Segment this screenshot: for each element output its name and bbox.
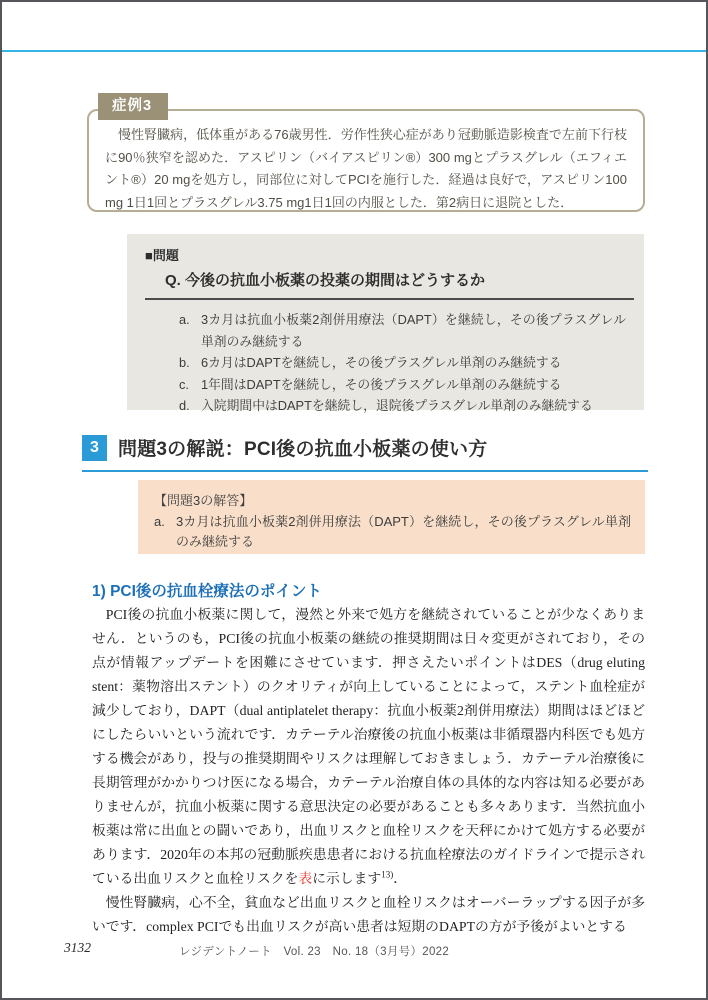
case-box bbox=[87, 98, 645, 212]
body-paragraph-2: 慢性腎臓病，心不全，貧血など出血リスクと血栓リスクはオーバーラップする因子が多いです．complex PCIでも出血リスクが高い患者は短期のDAPTの方が予後がよいとする bbox=[92, 895, 645, 934]
option-c-label: c. bbox=[179, 376, 189, 392]
header-rule bbox=[2, 50, 706, 52]
case-tab-badge: 症例3 bbox=[98, 93, 168, 120]
question-text: Q. 今後の抗血小板薬の投薬の期間はどうするか bbox=[165, 272, 486, 289]
section-title: 問題3の解説：PCI後の抗血小板薬の使い方 bbox=[118, 439, 488, 460]
option-c bbox=[179, 374, 626, 396]
para1-text-cont: に示します bbox=[312, 871, 382, 886]
answer-box-header: 【問題3の解答】 bbox=[154, 493, 253, 508]
option-list bbox=[179, 309, 626, 417]
body-text bbox=[92, 603, 645, 939]
para1-period: ． bbox=[393, 871, 407, 886]
option-a bbox=[179, 309, 626, 352]
option-a-label: a. bbox=[179, 312, 190, 327]
option-b-label: b. bbox=[179, 355, 190, 370]
journal-footer: レジデントノート Vol. 23 No. 18（3月号）2022 bbox=[178, 946, 450, 958]
answer-line bbox=[154, 512, 631, 552]
answer-box bbox=[138, 480, 645, 554]
option-b-text: 6カ月はDAPTを継続し，その後プラスグレル単剤のみ継続する bbox=[201, 355, 562, 370]
question-box bbox=[127, 234, 644, 413]
option-d-label: d. bbox=[179, 398, 190, 413]
citation-13: 13) bbox=[381, 869, 394, 880]
question-divider bbox=[145, 298, 634, 300]
option-a-text: 3カ月は抗血小板薬2剤併用療法（DAPT）を継続し，その後プラスグレル単剤のみ継続する bbox=[201, 312, 626, 349]
question-box-header: ■問題 bbox=[145, 248, 179, 263]
body-paragraph-1 bbox=[92, 603, 645, 891]
section-heading bbox=[82, 434, 648, 472]
table-reference-emphasis: 表 bbox=[298, 871, 313, 886]
page-number: 3132 bbox=[64, 940, 91, 955]
subsection-title: 1) PCI後の抗血栓療法のポイント bbox=[92, 583, 322, 600]
option-d bbox=[179, 395, 626, 417]
option-b bbox=[179, 352, 626, 374]
case-description: 慢性腎臓病，低体重がある76歳男性．労作性狭心症があり冠動脈造影検査で左前下行枝に90％狭窄を認めた．アスピリン（バイアスピリン®）300 mgとプラスグレル（エフィエント®）20 mgを処方し，同部位に対してPCIを施行した．経過は良好で，アスピリン100 mg 1日1回とプラスグレル3.75 mg1日1回の内服とした．第2病日に退院とした． bbox=[105, 127, 627, 210]
answer-text: 3カ月は抗血小板薬2剤併用療法（DAPT）を継続し，その後プラスグレル単剤のみ継続する bbox=[176, 514, 631, 549]
option-c-text: 1年間はDAPTを継続し，その後プラスグレル単剤のみ継続する bbox=[201, 376, 562, 392]
answer-label: a. bbox=[154, 514, 165, 529]
para1-text: PCI後の抗血小板薬に関して，漫然と外来で処方を継続されていることが少なくありません．というのも，PCI後の抗血小板薬の継続の推奨期間は日々変更がされており，その点が情報アップデートを困難にさせています．押さえたいポイントはDES（drug eluting stent：薬物溶出ステント）のクオリティが向上していることによって，ステント血栓症が減少しており，DAPT（dual antiplatelet therapy：抗血小板薬2剤併用療法）期間はほどほどにしたらいいという流れです．カテーテル治療後の抗血小板薬は非循環器内科医でも処方する機会があり，投与の推奨期間やリスクは理解しておきましょう．カテーテル治療後に長期管理がかかりつけ医になる場合，カテーテル治療自体の具体的な内容は知る必要がありませんが，抗血小板薬に関する意思決定の必要があることも多々あります．当然抗血小板薬は常に出血との闘いであり，出血リスクと血栓リスクを天秤にかけて処方する必要があります．2020年の本邦の冠動脈疾患患者における抗血栓療法のガイドラインで提示されている出血リスクと血栓リスクを bbox=[92, 607, 645, 886]
option-d-text: 入院期間中はDAPTを継続し，退院後プラスグレル単剤のみ継続する bbox=[201, 398, 593, 413]
section-number-badge: 3 bbox=[82, 435, 107, 461]
